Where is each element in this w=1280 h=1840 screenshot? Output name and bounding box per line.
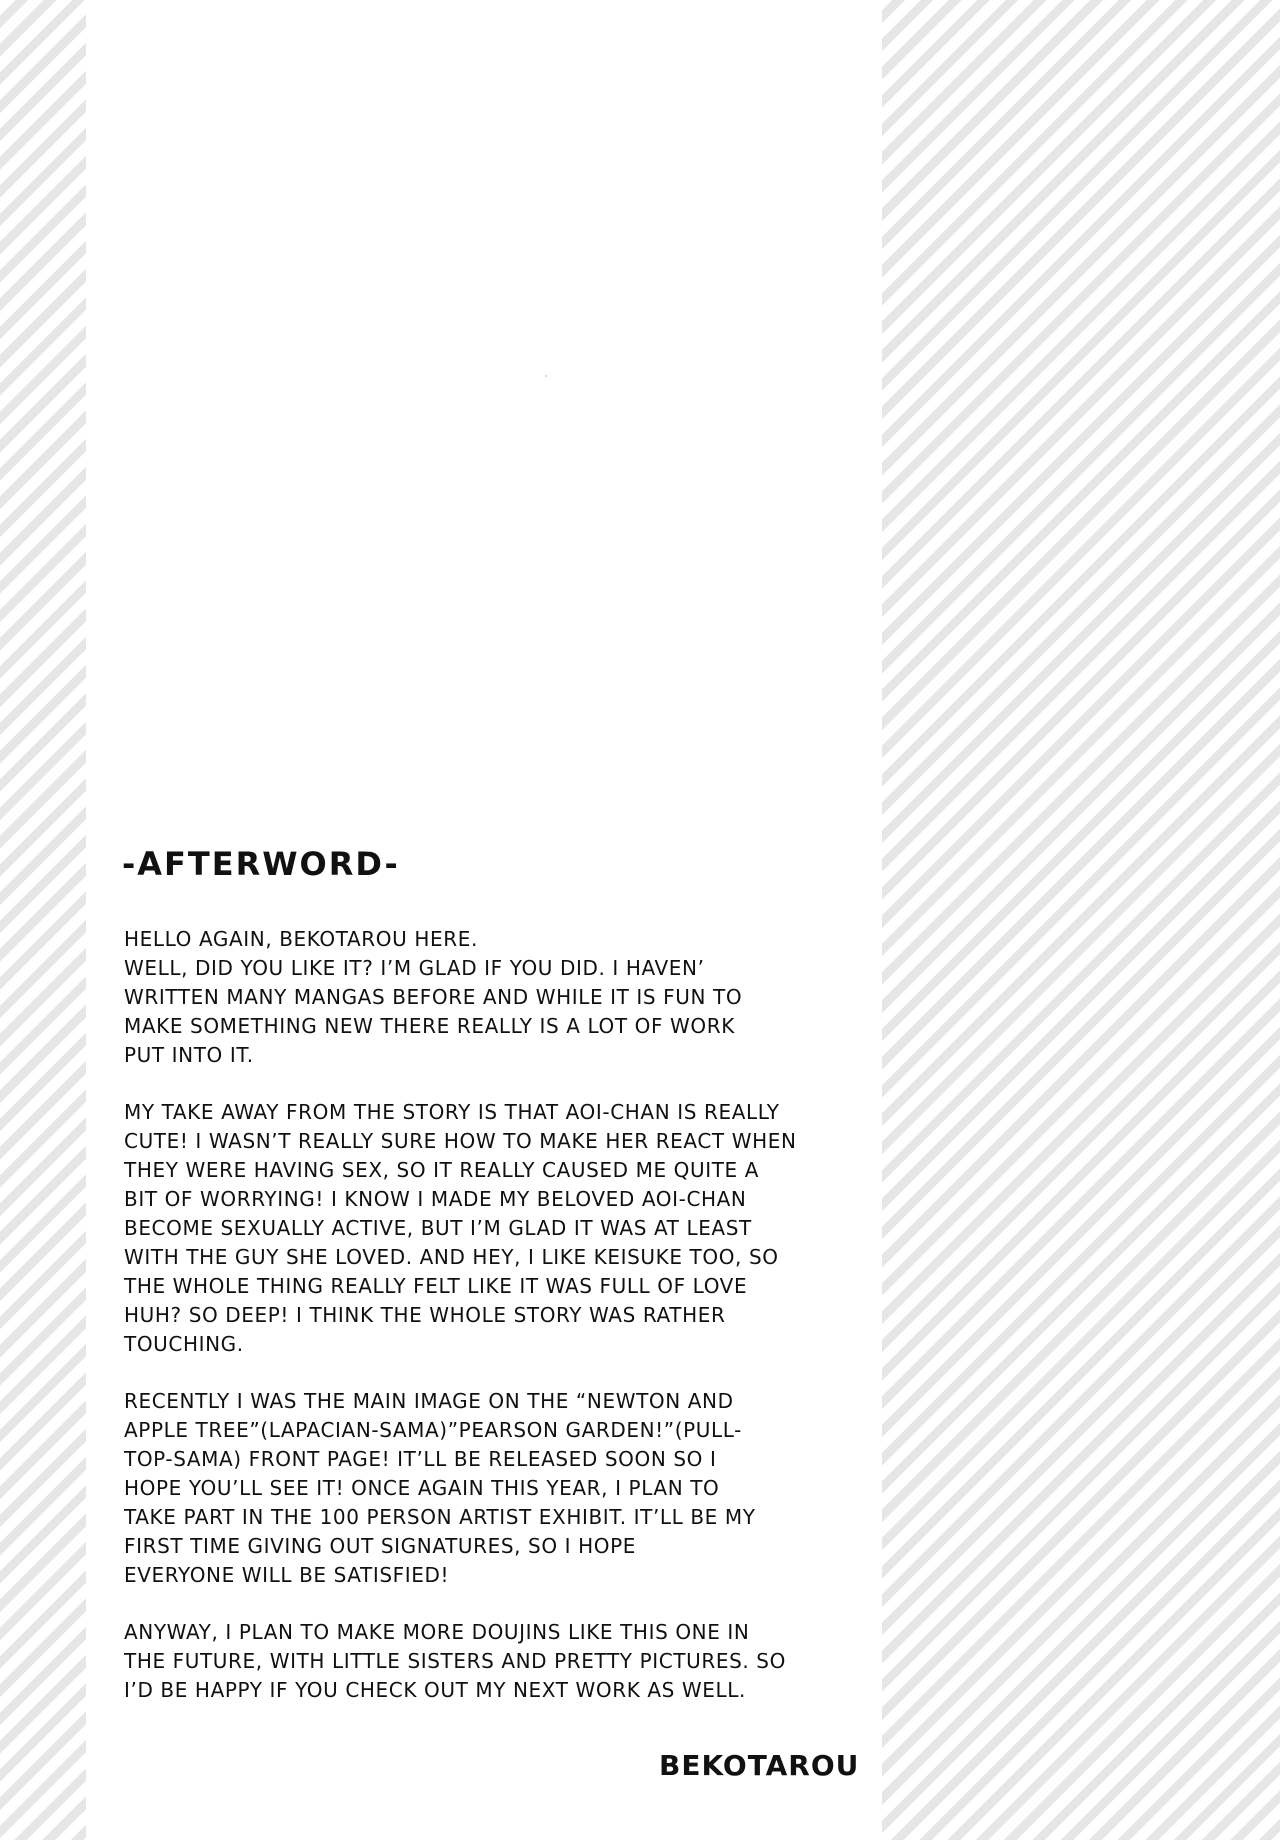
text-line: TAKE PART IN THE 100 PERSON ARTIST EXHIBIT. IT’LL BE MY bbox=[124, 1505, 756, 1529]
text-line: I’D BE HAPPY IF YOU CHECK OUT MY NEXT WORK AS WELL. bbox=[124, 1678, 746, 1702]
author-signature: BEKOTAROU bbox=[659, 1749, 860, 1782]
text-line: HUH? SO DEEP! I THINK THE WHOLE STORY WAS RATHER bbox=[124, 1303, 726, 1327]
text-line: EVERYONE WILL BE SATISFIED! bbox=[124, 1563, 450, 1587]
text-line: WRITTEN MANY MANGAS BEFORE AND WHILE IT IS FUN TO bbox=[124, 985, 743, 1009]
text-line: MAKE SOMETHING NEW THERE REALLY IS A LOT OF WORK bbox=[124, 1014, 735, 1038]
paragraph-gap bbox=[124, 1359, 854, 1387]
text-line: BIT OF WORRYING! I KNOW I MADE MY BELOVED AOI-CHAN bbox=[124, 1187, 747, 1211]
paragraph-gap bbox=[124, 1590, 854, 1618]
text-line: CUTE! I WASN’T REALLY SURE HOW TO MAKE HER REACT WHEN bbox=[124, 1129, 797, 1153]
paragraph-gap bbox=[124, 1070, 854, 1098]
afterword-paragraph-4 bbox=[124, 1618, 854, 1705]
text-line: THE FUTURE, WITH LITTLE SISTERS AND PRETTY PICTURES. SO bbox=[124, 1649, 786, 1673]
afterword-paragraph-3 bbox=[124, 1387, 854, 1590]
afterword-paragraph-1 bbox=[124, 925, 854, 1070]
text-line: THE WHOLE THING REALLY FELT LIKE IT WAS FULL OF LOVE bbox=[124, 1274, 748, 1298]
afterword-paragraph-2 bbox=[124, 1098, 854, 1359]
text-line: HOPE YOU’LL SEE IT! ONCE AGAIN THIS YEAR, I PLAN TO bbox=[124, 1476, 720, 1500]
text-line: BECOME SEXUALLY ACTIVE, BUT I’M GLAD IT WAS AT LEAST bbox=[124, 1216, 752, 1240]
text-line: MY TAKE AWAY FROM THE STORY IS THAT AOI-CHAN IS REALLY bbox=[124, 1100, 780, 1124]
text-line: RECENTLY I WAS THE MAIN IMAGE ON THE “NEWTON AND bbox=[124, 1389, 734, 1413]
text-line: TOP-SAMA) FRONT PAGE! IT’LL BE RELEASED SOON SO I bbox=[124, 1447, 717, 1471]
text-line: PUT INTO IT. bbox=[124, 1043, 254, 1067]
afterword-body bbox=[124, 925, 854, 1705]
paper-speck bbox=[545, 375, 547, 377]
afterword-title: -AFTERWORD- bbox=[122, 845, 400, 883]
text-line: WITH THE GUY SHE LOVED. AND HEY, I LIKE KEISUKE TOO, SO bbox=[124, 1245, 779, 1269]
text-line: WELL, DID YOU LIKE IT? I’M GLAD IF YOU DID. I HAVEN’ bbox=[124, 956, 705, 980]
text-line: ANYWAY, I PLAN TO MAKE MORE DOUJINS LIKE THIS ONE IN bbox=[124, 1620, 750, 1644]
text-line: THEY WERE HAVING SEX, SO IT REALLY CAUSED ME QUITE A bbox=[124, 1158, 760, 1182]
text-line: FIRST TIME GIVING OUT SIGNATURES, SO I HOPE bbox=[124, 1534, 636, 1558]
text-line: HELLO AGAIN, BEKOTAROU HERE. bbox=[124, 927, 478, 951]
text-line: TOUCHING. bbox=[124, 1332, 244, 1356]
text-line: APPLE TREE”(LAPACIAN-SAMA)”PEARSON GARDEN!”(PULL- bbox=[124, 1418, 742, 1442]
